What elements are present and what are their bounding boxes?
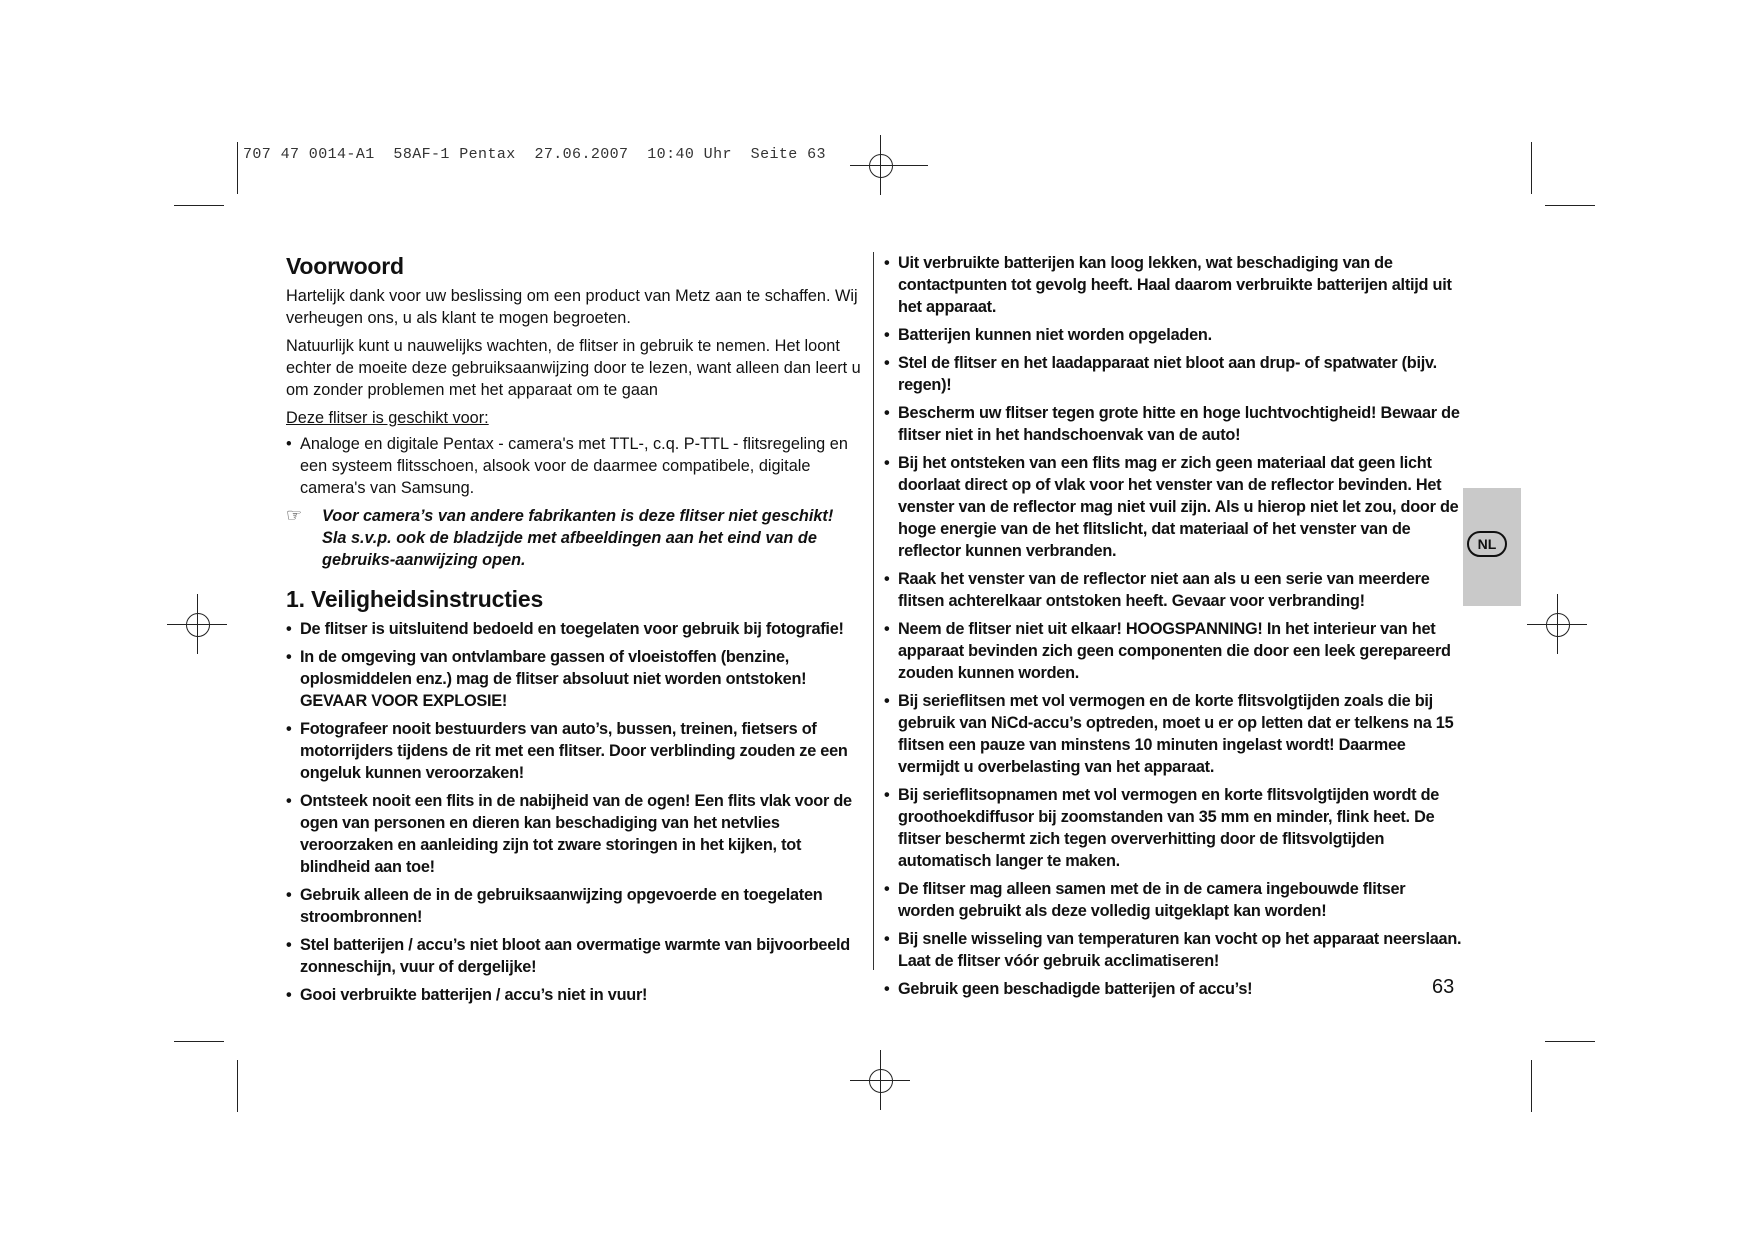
language-badge: NL [1467,531,1507,557]
safety-list-continued [884,252,1462,1000]
registration-mark [1537,604,1577,644]
foreword-paragraph: Hartelijk dank voor uw beslissing om een product van Metz aan te schaffen. Wij verheugen ons, u als klant te mogen begroeten. [286,287,858,327]
printer-slug: 707 47 0014-A1 58AF-1 Pentax 27.06.2007 10:40 Uhr Seite 63 [243,146,826,163]
crop-mark [174,205,224,206]
list-item: • Ontsteek nooit een flits in de nabijheid van de ogen! Een flits vlak voor de ogen van personen en dieren kan beschadiging van het netvlies veroorzaken en aanleiding zijn tot zware storingen in het kijken, tot blindheid aan toe! [286,790,864,878]
crop-mark [1545,205,1595,206]
crop-mark [1531,1060,1532,1112]
note-line: Sla s.v.p. ook de bladzijde met afbeeldingen aan het eind van de gebruiks-aanwijzing open. [322,529,817,569]
list-item: • Gooi verbruikte batterijen / accu’s niet in vuur! [286,984,864,1006]
suitable-list [286,433,864,499]
note-line: Voor camera’s van andere fabrikanten is deze flitser niet geschikt! [322,507,834,525]
registration-mark [177,604,217,644]
list-item: • Bij snelle wisseling van temperaturen kan vocht op het apparaat neerslaan. Laat de flitser vóór gebruik acclimatiseren! [884,928,1462,972]
safety-heading: 1. Veiligheidsinstructies [286,586,544,612]
crop-mark [1531,142,1532,194]
left-column [286,252,864,1012]
registration-mark [860,1060,900,1100]
list-item: • Bescherm uw flitser tegen grote hitte en hoge luchtvochtigheid! Bewaar de flitser niet in het handschoenvak van de auto! [884,402,1462,446]
page-number: 63 [1432,976,1455,998]
list-item: • De flitser mag alleen samen met de in de camera ingebouwde flitser worden gebruikt als deze volledig uitgeklapt kan worden! [884,878,1462,922]
list-item: • Analoge en digitale Pentax - camera's met TTL-, c.q. P-TTL - flitsregeling en een systeem flitsschoen, alsook voor de daarmee compatibele, digitale camera's van Samsung. [286,433,864,499]
list-item: • Stel batterijen / accu’s niet bloot aan overmatige warmte van bijvoorbeeld zonneschijn, vuur of dergelijke! [286,934,864,978]
list-item: • Gebruik alleen de in de gebruiksaanwijzing opgevoerde en toegelaten stroombronnen! [286,884,864,928]
crop-mark [1545,1041,1595,1042]
list-item: • Uit verbruikte batterijen kan loog lekken, wat beschadiging van de contactpunten tot gevolg heeft. Haal daarom verbruikte batterijen altijd uit het apparaat. [884,252,1462,318]
crop-mark [174,1041,224,1042]
foreword-paragraph: Natuurlijk kunt u nauwelijks wachten, de flitser in gebruik te nemen. Het loont echter de moeite deze gebruiksaanwijzing door te lezen, want alleen dan leert u om zonder problemen met het apparaat om te gaan [286,337,861,399]
list-item: • In de omgeving van ontvlambare gassen of vloeistoffen (benzine, oplosmiddelen enz.) mag de flitser absoluut niet worden ontstoken! GEVAAR VOOR EXPLOSIE! [286,646,864,712]
list-item: • Neem de flitser niet uit elkaar! HOOGSPANNING! In het interieur van het apparaat bevinden zich geen componenten die door een leek gerepareerd zouden kunnen worden. [884,618,1462,684]
list-item: • Bij serieflitsen met vol vermogen en de korte flitsvolgtijden zoals die bij gebruik van NiCd-accu’s optreden, moet u er op letten dat er telkens na 15 flitsen een pauze van minstens 10 minuten ingelast wordt! Daarmee vermijdt u overbelasting van het apparaat. [884,690,1462,778]
list-item: • Gebruik geen beschadigde batterijen of accu’s! [884,978,1462,1000]
list-item: • Raak het venster van de reflector niet aan als u een serie van meerdere flitsen achterelkaar ontstoken heeft. Gevaar voor verbranding! [884,568,1462,612]
list-item: • Bij het ontsteken van een flits mag er zich geen materiaal dat geen licht doorlaat direct op of vlak voor het venster van de reflector bevinden. Het venster van de reflector mag niet vuil zijn. Als u hierop niet let zou, door de hoge energie van de het flitslicht, dat materiaal of het venster van de reflector kunnen verbranden. [884,452,1462,562]
compatibility-note [286,505,864,571]
list-item: • Stel de flitser en het laadapparaat niet bloot aan drup- of spatwater (bijv. regen)! [884,352,1462,396]
list-item: • Fotografeer nooit bestuurders van auto’s, bussen, treinen, fietsers of motorrijders tijdens de rit met een flitser. Door verblinding zouden ze een ongeluk kunnen veroorzaken! [286,718,864,784]
pointing-hand-icon: ☞ [286,505,303,525]
foreword-heading: Voorwoord [286,253,404,279]
list-item: • Batterijen kunnen niet worden opgeladen. [884,324,1462,346]
list-item: • De flitser is uitsluitend bedoeld en toegelaten voor gebruik bij fotografie! [286,618,864,640]
safety-list [286,618,864,1006]
crop-mark [888,165,928,166]
suitable-label: Deze flitser is geschikt voor: [286,409,489,427]
crop-mark [237,142,238,194]
crop-mark [237,1060,238,1112]
list-item: • Bij serieflitsopnamen met vol vermogen en korte flitsvolgtijden wordt de groothoekdiffusor bij zoomstanden van 35 mm en minder, flink heet. De flitser beschermt zich tegen oververhitting door de flitsvolgtijden automatisch langer te maken. [884,784,1462,872]
right-column [884,252,1462,1006]
column-divider [873,252,874,970]
